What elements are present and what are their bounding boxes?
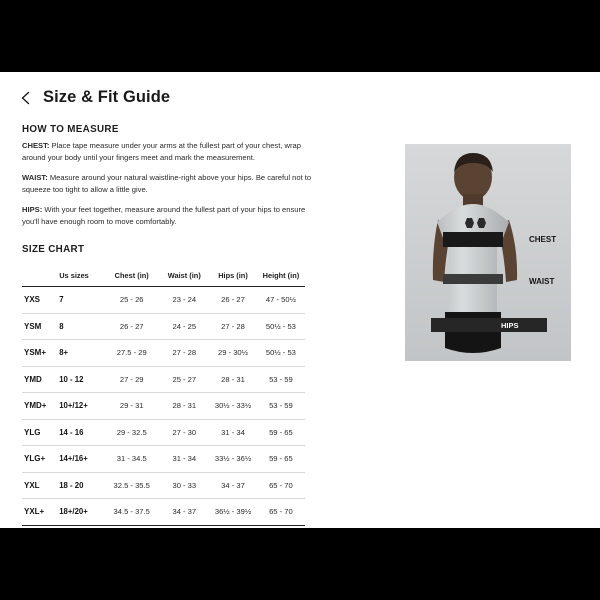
table-row: [22, 340, 305, 367]
chevron-left-icon[interactable]: [18, 90, 34, 106]
table-row: [22, 313, 305, 340]
cell-hips: 36½ - 39½: [214, 507, 252, 517]
cell-size: YLG: [24, 427, 41, 437]
cell-us: 10+/12+: [59, 401, 88, 411]
size-chart-heading: SIZE CHART: [22, 244, 85, 255]
cell-height: 50½ - 53: [265, 321, 296, 331]
column-header-size: [22, 264, 57, 287]
cell-waist: 34 - 37: [172, 507, 197, 517]
measure-term-hips: HIPS:: [22, 205, 43, 215]
cell-chest: 27.5 - 29: [116, 348, 147, 358]
cell-chest: 29 - 32.5: [116, 427, 147, 437]
measure-term-chest: CHEST:: [22, 141, 50, 150]
measure-paragraph-hips: [22, 204, 318, 227]
cell-hips: 28 - 31: [221, 374, 245, 384]
how-to-measure-text: [22, 140, 318, 236]
cell-waist: 27 - 30: [172, 427, 197, 437]
cell-hips: 26 - 27: [221, 295, 245, 305]
table-row: [22, 499, 305, 526]
cell-height: 59 - 65: [269, 427, 293, 437]
cell-us: 8: [59, 321, 64, 331]
cell-size: YSM+: [24, 348, 47, 358]
cell-us: 18 - 20: [59, 480, 84, 490]
cell-height: 53 - 59: [269, 401, 293, 411]
table-row: [22, 393, 305, 420]
cell-hips: 33½ - 36½: [214, 454, 252, 464]
measurement-photo: [405, 144, 571, 361]
cell-hips: 30½ - 33½: [214, 401, 252, 411]
cell-waist: 30 - 33: [172, 480, 197, 490]
cell-chest: 27 - 29: [119, 374, 144, 384]
page-header: [18, 88, 170, 107]
cell-hips: 34 - 37: [221, 480, 245, 490]
cell-us: 7: [59, 295, 64, 305]
cell-us: 14 - 16: [59, 427, 84, 437]
cell-chest: 25 - 26: [119, 295, 144, 305]
size-fit-guide-page: [0, 72, 600, 528]
measure-body-chest: Place tape measure under your arms at the fullest part of your chest, wrap around your body until your fingers meet and mark the measurement.: [22, 141, 301, 162]
cell-height: 65 - 70: [269, 480, 293, 490]
column-header-waist: Waist (in): [159, 264, 209, 287]
cell-height: 50½ - 53: [265, 348, 296, 358]
table-row: [22, 419, 305, 446]
cell-hips: 31 - 34: [221, 427, 245, 437]
table-row: [22, 472, 305, 499]
cell-waist: 31 - 34: [172, 454, 197, 464]
cell-chest: 34.5 - 37.5: [113, 507, 150, 517]
cell-height: 53 - 59: [269, 374, 293, 384]
how-to-measure-heading: HOW TO MEASURE: [22, 124, 119, 135]
column-header-us-sizes: Us sizes: [57, 264, 104, 287]
cell-waist: 27 - 28: [172, 348, 197, 358]
cell-chest: 26 - 27: [119, 321, 144, 331]
table-row: [22, 446, 305, 473]
cell-us: 10 - 12: [59, 374, 84, 384]
table-header-row: [22, 264, 305, 287]
measure-body-waist: Measure around your natural waistline-right above your hips. Be careful not to squeeze too tight to allow a little give.: [22, 173, 312, 194]
cell-hips: 27 - 28: [221, 321, 245, 331]
page-title: Size & Fit Guide: [43, 88, 171, 106]
cell-size: YMD+: [24, 401, 47, 411]
cell-size: YMD: [24, 374, 42, 384]
svg-text:CHEST: CHEST: [529, 235, 557, 244]
cell-hips: 29 - 30½: [218, 348, 248, 358]
svg-text:HIPS: HIPS: [501, 321, 519, 330]
cell-height: 59 - 65: [269, 454, 293, 464]
cell-size: YXS: [24, 295, 41, 305]
cell-waist: 23 - 24: [172, 295, 197, 305]
cell-us: 18+/20+: [59, 507, 88, 517]
cell-waist: 25 - 27: [172, 374, 197, 384]
cell-us: 14+/16+: [59, 454, 88, 464]
cell-waist: 28 - 31: [172, 401, 197, 411]
cell-size: YSM: [24, 321, 42, 331]
table-row: [22, 287, 305, 314]
cell-height: 65 - 70: [269, 507, 293, 517]
cell-chest: 29 - 31: [119, 401, 144, 411]
cell-us: 8+: [59, 348, 69, 358]
svg-text:WAIST: WAIST: [529, 277, 555, 286]
cell-waist: 24 - 25: [172, 321, 197, 331]
size-chart-table: [22, 264, 305, 526]
column-header-chest: Chest (in): [104, 264, 159, 287]
cell-chest: 32.5 - 35.5: [113, 480, 150, 490]
column-header-hips: Hips (in): [209, 264, 257, 287]
cell-size: YXL: [24, 480, 40, 490]
table-row: [22, 366, 305, 393]
measure-term-waist: WAIST:: [22, 173, 48, 183]
cell-size: YLG+: [24, 454, 46, 464]
measure-paragraph-chest: [22, 140, 318, 163]
column-header-height: Height (in): [257, 264, 305, 287]
measure-paragraph-waist: [22, 172, 318, 195]
cell-height: 47 - 50½: [265, 295, 296, 305]
cell-size: YXL+: [24, 507, 45, 517]
cell-chest: 31 - 34.5: [116, 454, 147, 464]
measure-body-hips: With your feet together, measure around the fullest part of your hips to ensure you'll have enough room to move comfortably.: [22, 205, 306, 226]
